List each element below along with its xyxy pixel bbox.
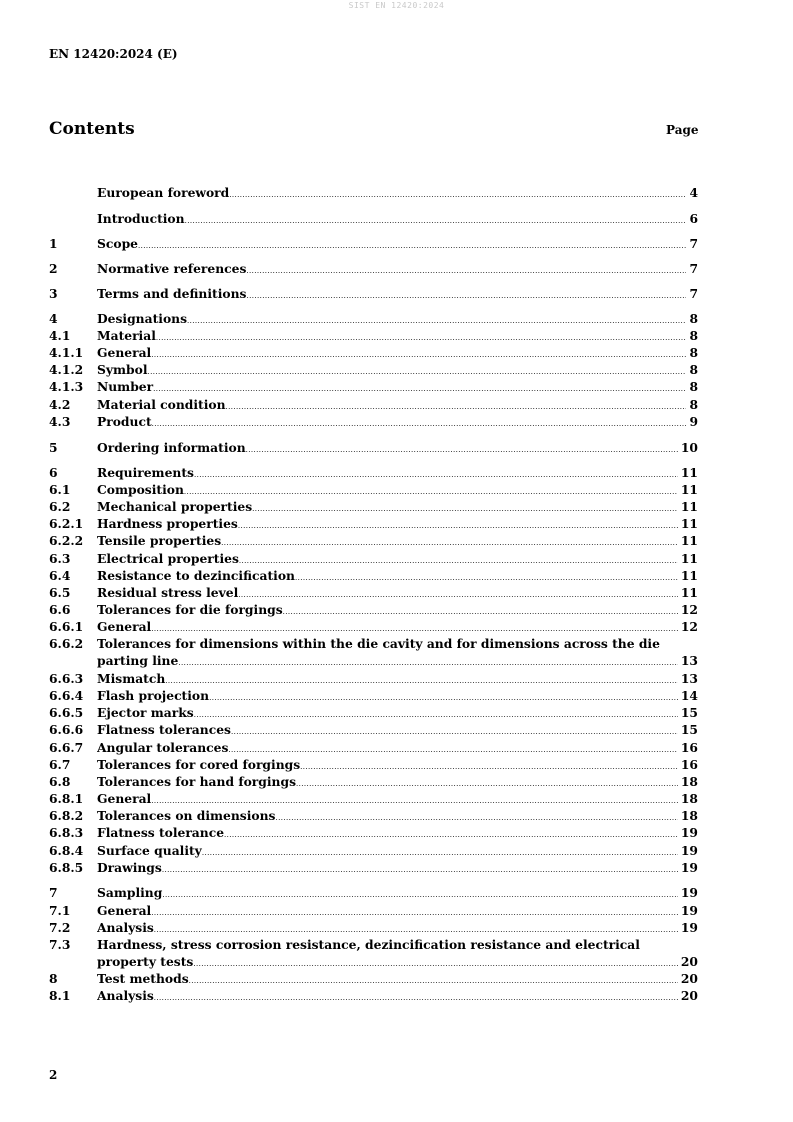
toc-entry-page: 8 bbox=[689, 379, 698, 394]
toc-entry[interactable] bbox=[49, 210, 698, 227]
toc-entry[interactable] bbox=[49, 498, 698, 515]
toc-entry-number: 6.6 bbox=[49, 602, 71, 617]
toc-entry-number: 6.8.4 bbox=[49, 843, 84, 858]
toc-entry-number: 6.6.7 bbox=[49, 740, 84, 755]
toc-entry-page: 9 bbox=[689, 414, 698, 429]
toc-entry-page: 18 bbox=[680, 808, 698, 823]
toc-entry[interactable] bbox=[49, 790, 698, 807]
document-id: EN 12420:2024 (E) bbox=[49, 47, 178, 61]
toc-entry[interactable] bbox=[49, 670, 698, 687]
toc-entry[interactable] bbox=[49, 721, 698, 738]
toc-entry-title bbox=[97, 235, 686, 255]
toc-entry-title-text: Hardness properties bbox=[97, 516, 238, 531]
toc-entry-number: 6.6.3 bbox=[49, 671, 84, 686]
toc-entry[interactable] bbox=[49, 919, 698, 936]
toc-entry[interactable] bbox=[49, 635, 698, 669]
toc-entry[interactable] bbox=[49, 807, 698, 824]
toc-entry-number: 4 bbox=[49, 311, 58, 326]
toc-entry-title-text: General bbox=[97, 619, 152, 634]
toc-entry-page: 11 bbox=[680, 516, 698, 531]
toc-entry-page: 13 bbox=[680, 653, 698, 668]
toc-entry-page: 16 bbox=[680, 740, 698, 755]
toc-entry-title-text: Mismatch bbox=[97, 671, 166, 686]
toc-entry-title-text: Electrical properties bbox=[97, 551, 239, 566]
toc-entry-number: 4.1.1 bbox=[49, 345, 84, 360]
toc-entry-number: 6.1 bbox=[49, 482, 71, 497]
toc-entry-number: 6 bbox=[49, 465, 58, 480]
toc-entry[interactable] bbox=[49, 739, 698, 756]
toc-entry[interactable] bbox=[49, 987, 698, 1004]
toc-entry-title bbox=[97, 824, 678, 844]
toc-entry-title-text: General bbox=[97, 345, 152, 360]
toc-entry-title-text: Analysis bbox=[97, 920, 154, 935]
toc-entry-page: 11 bbox=[680, 482, 698, 497]
toc-entry-number: 6.8.3 bbox=[49, 825, 84, 840]
toc-entry-title-text: Ejector marks bbox=[97, 705, 194, 720]
toc-entry-number: 4.1.3 bbox=[49, 379, 84, 394]
toc-entry-title-text: Tensile properties bbox=[97, 533, 222, 548]
page-title: Contents bbox=[49, 119, 135, 139]
toc-entry-title-text: Normative references bbox=[97, 261, 247, 276]
toc-entry-page: 11 bbox=[680, 533, 698, 548]
toc-entry-title bbox=[97, 413, 686, 433]
toc-entry[interactable] bbox=[49, 902, 698, 919]
toc-entry[interactable] bbox=[49, 184, 698, 201]
toc-entry-page: 19 bbox=[680, 860, 698, 875]
toc-entry-title-text: Product bbox=[97, 414, 152, 429]
toc-entry-title-text: Material condition bbox=[97, 397, 226, 412]
toc-entry-page: 19 bbox=[680, 825, 698, 840]
watermark: SIST EN 12420:2024 bbox=[348, 1, 445, 10]
toc-entry-page: 18 bbox=[680, 791, 698, 806]
toc-entry-page: 20 bbox=[680, 988, 698, 1003]
toc-entry-title bbox=[97, 532, 678, 552]
toc-entry-number: 6.6.1 bbox=[49, 619, 84, 634]
toc-entry-title-text: Sampling bbox=[97, 885, 163, 900]
toc-entry-page: 6 bbox=[689, 211, 698, 226]
toc-entry[interactable] bbox=[49, 567, 698, 584]
toc-entry-page: 20 bbox=[680, 971, 698, 986]
toc-entry-title bbox=[97, 859, 678, 879]
toc-entry-number: 4.3 bbox=[49, 414, 71, 429]
toc-entry-title-text: Symbol bbox=[97, 362, 148, 377]
toc-entry-page: 15 bbox=[680, 722, 698, 737]
toc-entry-number: 2 bbox=[49, 261, 58, 276]
toc-entry[interactable] bbox=[49, 824, 698, 841]
toc-entry-page: 8 bbox=[689, 397, 698, 412]
toc-entry[interactable] bbox=[49, 601, 698, 618]
toc-entry-title bbox=[97, 378, 686, 398]
toc-entry-title bbox=[97, 184, 686, 204]
toc-entry-number: 8 bbox=[49, 971, 58, 986]
dot-leader bbox=[246, 288, 686, 305]
toc-entry-title-text: Requirements bbox=[97, 465, 194, 480]
toc-entry-title-text: Tolerances for hand forgings bbox=[97, 774, 297, 789]
toc-entry[interactable] bbox=[49, 413, 698, 430]
toc-entry[interactable] bbox=[49, 618, 698, 635]
dot-leader bbox=[185, 213, 687, 230]
toc-entry-title-line2: property tests bbox=[97, 954, 194, 969]
toc-entry-title-line1: Tolerances for dimensions within the die cavity and for dimensions across the die bbox=[97, 636, 660, 651]
toc-entry-page: 8 bbox=[689, 362, 698, 377]
toc-entry-number: 6.5 bbox=[49, 585, 71, 600]
toc-entry-title-text: European foreword bbox=[97, 185, 230, 200]
toc-entry-title-text: Composition bbox=[97, 482, 184, 497]
page-column-header: Page bbox=[666, 123, 699, 137]
toc-entry[interactable] bbox=[49, 344, 698, 361]
toc-entry-number: 3 bbox=[49, 286, 58, 301]
toc-entry[interactable] bbox=[49, 310, 698, 327]
toc-entry-number: 6.6.4 bbox=[49, 688, 84, 703]
toc-entry-number: 6.2.1 bbox=[49, 516, 84, 531]
toc-entry[interactable] bbox=[49, 260, 698, 277]
toc-entry-number: 1 bbox=[49, 236, 58, 251]
toc-entry-number: 6.8.2 bbox=[49, 808, 84, 823]
toc-entry[interactable] bbox=[49, 532, 698, 549]
toc-entry[interactable] bbox=[49, 884, 698, 901]
dot-leader bbox=[162, 862, 678, 879]
toc-entry[interactable] bbox=[49, 859, 698, 876]
toc-entry-title-text: Residual stress level bbox=[97, 585, 239, 600]
toc-entry[interactable] bbox=[49, 285, 698, 302]
toc-entry-page: 11 bbox=[680, 585, 698, 600]
toc-entry-number: 6.3 bbox=[49, 551, 71, 566]
toc-entry-title-text: Flatness tolerances bbox=[97, 722, 231, 737]
toc-entry-page: 12 bbox=[680, 602, 698, 617]
toc-entry[interactable] bbox=[49, 378, 698, 395]
toc-entry-number: 4.2 bbox=[49, 397, 71, 412]
toc-entry-title-text: Flash projection bbox=[97, 688, 210, 703]
page-number: 2 bbox=[49, 1068, 58, 1082]
toc-entry-page: 11 bbox=[680, 551, 698, 566]
toc-entry-title-text: Tolerances for cored forgings bbox=[97, 757, 301, 772]
toc-entry[interactable] bbox=[49, 481, 698, 498]
dot-leader bbox=[193, 956, 678, 970]
toc-entry-page: 20 bbox=[680, 954, 698, 969]
toc-entry-number: 6.6.5 bbox=[49, 705, 84, 720]
toc-entry-title-text: Material bbox=[97, 328, 156, 343]
toc-entry[interactable] bbox=[49, 550, 698, 567]
toc-entry-page: 19 bbox=[680, 920, 698, 935]
toc-entry-number: 4.1 bbox=[49, 328, 71, 343]
dot-leader bbox=[154, 990, 678, 1007]
toc-entry[interactable] bbox=[49, 515, 698, 532]
toc-entry[interactable] bbox=[49, 842, 698, 859]
toc-entry-page: 19 bbox=[680, 885, 698, 900]
dot-leader bbox=[178, 655, 678, 669]
toc-entry-title bbox=[97, 210, 686, 230]
toc-entry-title-text: Introduction bbox=[97, 211, 185, 226]
toc-entry-title-text: Terms and definitions bbox=[97, 286, 247, 301]
toc-entry-number: 6.8.1 bbox=[49, 791, 84, 806]
toc-entry[interactable] bbox=[49, 584, 698, 601]
toc-entry-number: 5 bbox=[49, 440, 58, 455]
toc-entry-page: 16 bbox=[680, 757, 698, 772]
toc-entry-page: 10 bbox=[680, 440, 698, 455]
toc-entry[interactable] bbox=[49, 361, 698, 378]
toc-entry[interactable] bbox=[49, 936, 698, 970]
toc-entry-page: 11 bbox=[680, 499, 698, 514]
toc-entry-number: 6.2 bbox=[49, 499, 71, 514]
toc-entry-title bbox=[97, 439, 678, 459]
toc-entry-number: 6.7 bbox=[49, 757, 71, 772]
toc-entry-page: 19 bbox=[680, 843, 698, 858]
toc-entry-number: 6.4 bbox=[49, 568, 71, 583]
toc-entry[interactable] bbox=[49, 756, 698, 773]
toc-entry-page: 7 bbox=[689, 261, 698, 276]
toc-entry-title bbox=[97, 884, 678, 904]
toc-entry-title-text: Resistance to dezincification bbox=[97, 568, 295, 583]
toc-entry-page: 13 bbox=[680, 671, 698, 686]
toc-entry-title bbox=[97, 285, 686, 305]
toc-entry-title bbox=[97, 936, 678, 970]
toc-entry-page: 15 bbox=[680, 705, 698, 720]
toc-entry-title-text: Drawings bbox=[97, 860, 162, 875]
dot-leader bbox=[229, 187, 686, 204]
toc-entry-number: 6.6.6 bbox=[49, 722, 84, 737]
toc-entry-title-line2: parting line bbox=[97, 653, 179, 668]
dot-leader bbox=[246, 442, 678, 459]
toc-entry-title bbox=[97, 635, 678, 669]
dot-leader bbox=[138, 238, 686, 255]
toc-entry-title-text: Tolerances on dimensions bbox=[97, 808, 276, 823]
toc-entry-page: 8 bbox=[689, 345, 698, 360]
toc-entry-number: 6.8 bbox=[49, 774, 71, 789]
toc-entry-title bbox=[97, 260, 686, 280]
toc-entry-title bbox=[97, 721, 678, 741]
toc-entry-page: 14 bbox=[680, 688, 698, 703]
toc-entry[interactable] bbox=[49, 773, 698, 790]
toc-entry[interactable] bbox=[49, 464, 698, 481]
toc-entry-title-text: Tolerances for die forgings bbox=[97, 602, 283, 617]
toc-entry-title-line1: Hardness, stress corrosion resistance, dezincification resistance and electrical bbox=[97, 937, 640, 952]
toc-entry-title-text: Flatness tolerance bbox=[97, 825, 225, 840]
toc-entry-number: 7.1 bbox=[49, 903, 71, 918]
toc-entry-title-text: Number bbox=[97, 379, 154, 394]
toc-entry-title bbox=[97, 987, 678, 1007]
dot-leader bbox=[152, 416, 687, 433]
toc-entry-number: 7.3 bbox=[49, 937, 71, 952]
dot-leader bbox=[246, 263, 686, 280]
toc-entry[interactable] bbox=[49, 327, 698, 344]
toc-entry[interactable] bbox=[49, 235, 698, 252]
toc-entry-title-text: General bbox=[97, 903, 152, 918]
toc-entry[interactable] bbox=[49, 970, 698, 987]
toc-entry-number: 6.2.2 bbox=[49, 533, 84, 548]
toc-entry-title-text: Surface quality bbox=[97, 843, 202, 858]
toc-entry-page: 7 bbox=[689, 236, 698, 251]
toc-entry[interactable] bbox=[49, 704, 698, 721]
toc-entry-title-text: Scope bbox=[97, 236, 138, 251]
toc-entry[interactable] bbox=[49, 439, 698, 456]
toc-entry-page: 4 bbox=[689, 185, 698, 200]
toc-entry-page: 18 bbox=[680, 774, 698, 789]
toc-entry-page: 11 bbox=[680, 568, 698, 583]
toc-entry-page: 8 bbox=[689, 328, 698, 343]
toc-entry-number: 8.1 bbox=[49, 988, 71, 1003]
toc-entry-page: 12 bbox=[680, 619, 698, 634]
toc-entry-title-text: Designations bbox=[97, 311, 188, 326]
toc-entry-title-text: Mechanical properties bbox=[97, 499, 253, 514]
toc-entry-number: 6.6.2 bbox=[49, 636, 84, 651]
toc-entry-page: 19 bbox=[680, 903, 698, 918]
toc-entry-number: 6.8.5 bbox=[49, 860, 84, 875]
toc-entry-title-text: Analysis bbox=[97, 988, 154, 1003]
toc-entry[interactable] bbox=[49, 687, 698, 704]
toc-entry-title-text: Test methods bbox=[97, 971, 189, 986]
toc-entry-title-text: Angular tolerances bbox=[97, 740, 229, 755]
toc-entry-page: 7 bbox=[689, 286, 698, 301]
toc-entry-title-text: General bbox=[97, 791, 152, 806]
toc-entry-number: 7.2 bbox=[49, 920, 71, 935]
toc-entry-number: 7 bbox=[49, 885, 58, 900]
toc-entry-page: 8 bbox=[689, 311, 698, 326]
toc-entry-title-text: Ordering information bbox=[97, 440, 246, 455]
toc-entry-number: 4.1.2 bbox=[49, 362, 84, 377]
toc-entry[interactable] bbox=[49, 396, 698, 413]
toc-entry-page: 11 bbox=[680, 465, 698, 480]
